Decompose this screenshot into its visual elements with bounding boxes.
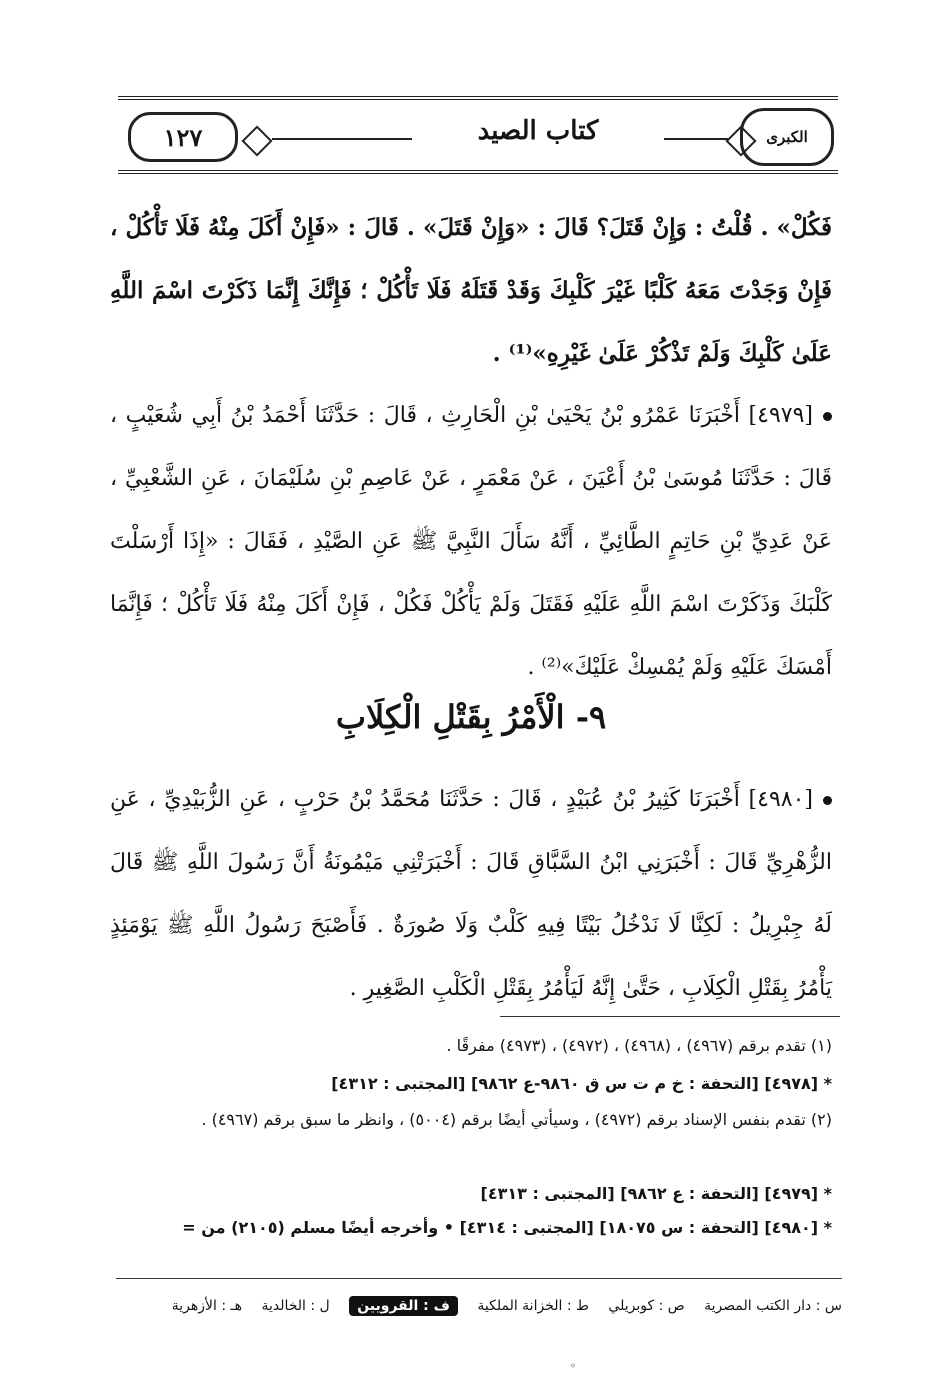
section-heading: ٩- الْأَمْرُ بِقَتْلِ الْكِلَابِ	[335, 698, 607, 736]
hadith-text: فَكُلْ» . قُلْتُ : وَإِنْ قَتَلَ؟ قَالَ : «وَإِنْ قَتَلَ» . قَالَ : «فَإِنْ أَكَلَ مِنْهُ فَلَا تَأْكُلْ ، فَإِنْ وَجَدْتَ مَعَهُ كَلْبًا غَيْرَ كَلْبِكَ وَقَدْ قَتَلَهُ فَلَا تَأْكُلْ ؛ فَإِنَّكَ إِنَّمَا ذَكَرْتَ اسْمَ اللَّهِ عَلَىٰ كَلْبِكَ وَلَمْ تَذْكُرْ عَلَىٰ غَيْرِهِ»⁽¹⁾ .	[110, 214, 832, 367]
footer-item: هـ : الأزهرية	[171, 1298, 243, 1314]
hadith-4979	[110, 384, 832, 699]
footer-item: ط : الخزانة الملكية	[477, 1298, 589, 1314]
footnote: * [٤٩٧٩] [التحفة : ع ٩٨٦٢] [المجتبى : ٤٣١٣]	[480, 1184, 832, 1203]
footer-item: ل : الخالدية	[261, 1298, 330, 1314]
page-header	[118, 96, 838, 174]
footnote: (١) تقدم برقم (٤٩٦٧) ، (٤٩٦٨) ، (٤٩٧٢) ، (٤٩٧٣) مفرقًا .	[446, 1036, 832, 1055]
header-rule	[664, 138, 728, 140]
footnote: * [٤٩٧٨] [التحفة : خ م ت س ق ٩٨٦٠-ع ٩٨٦٢] [المجتبى : ٤٣١٢]	[331, 1074, 832, 1093]
page-number: ١٢٧	[128, 112, 238, 162]
ornament-knot	[241, 125, 272, 156]
footer-item: س : دار الكتب المصرية	[704, 1298, 842, 1314]
bullet-icon	[823, 412, 832, 421]
manuscript-key	[116, 1296, 842, 1316]
chapter-title: كتاب الصيد	[477, 116, 599, 146]
footnote: (٢) تقدم بنفس الإسناد برقم (٤٩٧٢) ، وسيأتي أيضًا برقم (٥٠٠٤) ، وانظر ما سبق برقم (٤٩٦٧) .	[201, 1110, 832, 1129]
hadith-text: [٤٩٧٩] أَخْبَرَنَا عَمْرُو بْنُ يَحْيَىٰ بْنِ الْحَارِثِ ، قَالَ : حَدَّثَنَا أَحْمَدُ بْنُ أَبِي شُعَيْبٍ ، قَالَ : حَدَّثَنَا مُوسَىٰ بْنُ أَعْيَنَ ، عَنْ مَعْمَرٍ ، عَنْ عَاصِمِ بْنِ سُلَيْمَانَ ، عَنِ الشَّعْبِيِّ ، عَنْ عَدِيِّ بْنِ حَاتِمٍ الطَّائِيِّ ، أَنَّهُ سَأَلَ النَّبِيَّ ﷺ عَنِ الصَّيْدِ ، فَقَالَ : «إِذَا أَرْسَلْتَ كَلْبَكَ وَذَكَرْتَ اسْمَ اللَّهِ عَلَيْهِ فَقَتَلَ وَلَمْ يَأْكُلْ فَكُلْ ، فَإِنْ أَكَلَ مِنْهُ فَلَا تَأْكُلْ ؛ فَإِنَّمَا أَمْسَكَ عَلَيْهِ وَلَمْ يُمْسِكْ عَلَيْكَ»⁽²⁾ .	[110, 403, 832, 680]
page-mark-icon: °	[570, 1362, 576, 1376]
book-seal: الكبرى	[740, 108, 834, 166]
footnote-rule	[500, 1016, 840, 1017]
bullet-icon	[823, 796, 832, 805]
footer-item-highlight: ف : القرويين	[349, 1296, 458, 1316]
hadith-text: [٤٩٨٠] أَخْبَرَنَا كَثِيرُ بْنُ عُبَيْدٍ ، قَالَ : حَدَّثَنَا مُحَمَّدُ بْنُ حَرْبٍ ، عَنِ الزُّبَيْدِيِّ ، عَنِ الزُّهْرِيِّ قَالَ : أَخْبَرَنِي ابْنُ السَّبَّاقِ قَالَ : أَخْبَرَتْنِي مَيْمُونَةُ أَنَّ رَسُولَ اللَّهِ ﷺ قَالَ لَهُ جِبْرِيلُ : لَكِنَّا لَا نَدْخُلُ بَيْتًا فِيهِ كَلْبٌ وَلَا صُورَةٌ . فَأَصْبَحَ رَسُولُ اللَّهِ ﷺ يَوْمَئِذٍ يَأْمُرُ بِقَتْلِ الْكِلَابِ ، حَتَّىٰ إِنَّهُ لَيَأْمُرُ بِقَتْلِ الْكَلْبِ الصَّغِيرِ .	[110, 787, 832, 1001]
footer-rule	[116, 1278, 842, 1279]
hadith-4980	[110, 768, 832, 1020]
footer-item: ص : كوبريلي	[608, 1298, 685, 1314]
header-rule	[272, 138, 412, 140]
footnote: * [٤٩٨٠] [التحفة : س ١٨٠٧٥] [المجتبى : ٤٣١٤] • وأخرجه أيضًا مسلم (٢١٠٥) من =	[182, 1218, 832, 1237]
